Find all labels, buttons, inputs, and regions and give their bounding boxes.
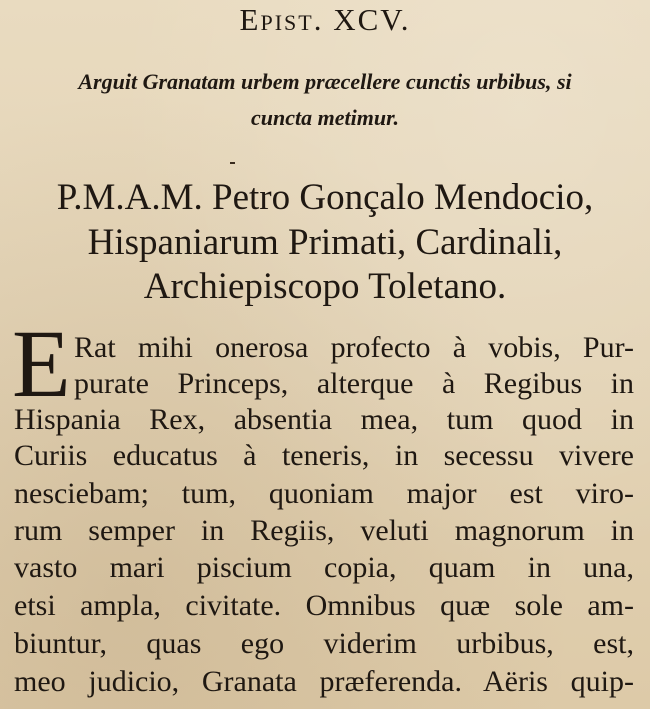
body-line: Curiis educatus à teneris, in secessu vivere: [14, 439, 634, 472]
heading-initial: E: [239, 2, 261, 37]
ornament-dash: [230, 162, 235, 164]
address-line-2: Hispaniarum Primati, Cardinali,: [87, 222, 563, 263]
drop-cap-initial: E: [12, 310, 71, 417]
body-line: meo judicio, Granata præferenda. Aëris quip-: [14, 665, 634, 698]
heading-small-caps: pist.: [260, 2, 324, 37]
body-line: etsi ampla, civitate. Omnibus quæ sole am-: [14, 589, 634, 622]
body-line: Hispania Rex, absentia mea, tum quod in: [14, 403, 634, 436]
epistle-heading: [0, 2, 650, 38]
summary-line-2: cuncta metimur.: [251, 105, 399, 130]
address-line-3: Archiepiscopo Toletano.: [143, 266, 507, 307]
summary-line-1: Arguit Granatam urbem præcellere cunctis urbibus, si: [78, 69, 572, 94]
body-line: Rat mihi onerosa profecto à vobis, Pur-: [74, 331, 634, 364]
address-line-1: P.M.A.M. Petro Gonçalo Mendocio,: [56, 177, 594, 218]
body-line: biuntur, quas ego viderim urbibus, est,: [14, 627, 634, 660]
body-line: purate Princeps, alterque à Regibus in: [74, 367, 634, 400]
heading-number: XCV.: [333, 2, 411, 37]
body-line: vasto mari piscium copia, quam in una,: [14, 551, 634, 584]
body-line: rum semper in Regiis, veluti magnorum in: [14, 514, 634, 547]
body-line: nesciebam; tum, quoniam major est viro-: [14, 477, 634, 510]
